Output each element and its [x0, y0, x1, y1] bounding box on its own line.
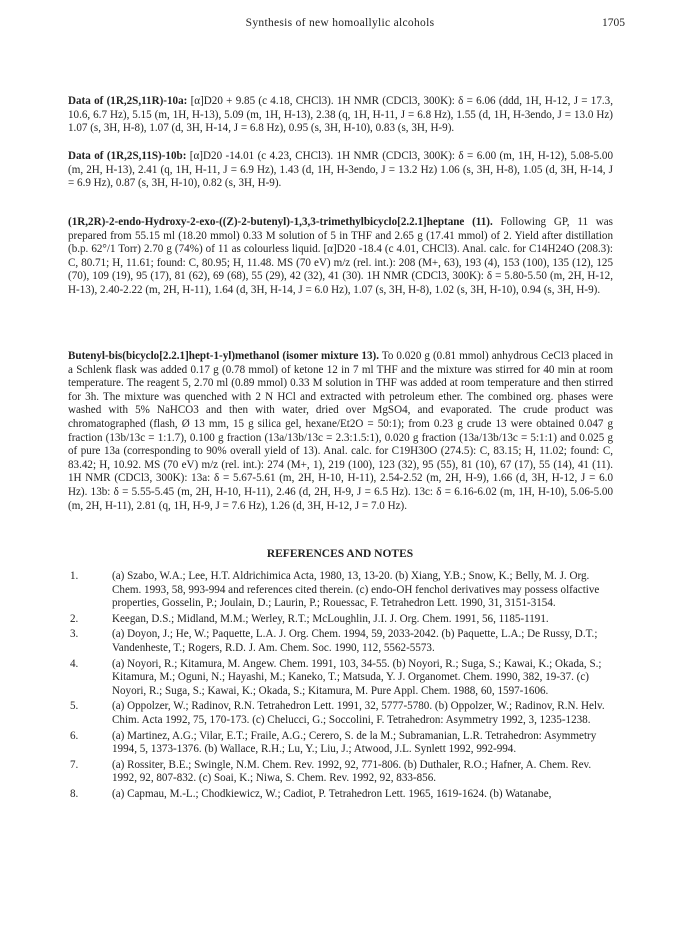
reference-item — [68, 759, 613, 786]
reference-number: 2. — [70, 612, 79, 625]
reference-text: (a) Oppolzer, W.; Radinov, R.N. Tetrahedron Lett. 1991, 32, 5777-5780. (b) Oppolzer, W.; Radinov, R.N. Helv. Chim. Acta 1992, 75, 170-173. (c) Chelucci, G.; Soccolini, F. Tetrahedron: Asymmetry 1992, 3, 1235-1238. — [112, 700, 605, 726]
reference-text: (a) Capmau, M.-L.; Chodkiewicz, W.; Cadiot, P. Tetrahedron Lett. 1965, 1619-1624. (b) Watanabe, — [112, 787, 552, 800]
data-10b-paragraph — [68, 150, 613, 191]
reference-number: 4. — [70, 657, 79, 670]
reference-item — [68, 613, 613, 627]
compound-11-text: Following GP, 11 was prepared from 55.15 ml (18.20 mmol) 0.33 M solution of 5 in THF and 2.65 g (17.41 mmol) of 2. Yield after distillation (b.p. 62°/1 Torr) 2.70 g (74%) of 11 as colourless liquid. [α]D20 -18.4 (c 4.01, CHCl3). Anal. calc. for C14H24O (208.3): C, 80.71; H, 11.61; found: C, 80.95; H, 11.48. MS (70 eV) m/z (rel. int.): 208 (M+, 63), 193 (4), 153 (100), 135 (12), 125 (70), 109 (19), 95 (17), 81 (62), 69 (68), 55 (29), 42 (32), 41 (30). 1H NMR (CDCl3, 300K): δ = 5.80-5.50 (m, 2H, H-12, H-13), 2.40-2.22 (m, 2H, H-11), 1.64 (d, 3H, H-14, J = 6.0 Hz), 1.07 (s, 3H, H-8), 1.02 (s, 3H, H-10), 0.94 (s, 3H, H-9). — [68, 216, 614, 296]
reference-number: 7. — [70, 758, 79, 771]
data-10a-label: Data of (1R,2S,11R)-10a: — [68, 95, 188, 107]
reference-item — [68, 730, 613, 757]
reference-item — [68, 570, 613, 611]
reference-number: 3. — [70, 628, 79, 641]
page-number: 1705 — [602, 17, 625, 29]
reference-item — [68, 658, 613, 699]
compound-13-text: To 0.020 g (0.81 mmol) anhydrous CeCl3 placed in a Schlenk flask was added 0.17 g (0.78 mmol) of ketone 12 in 7 ml THF and the mixture was stirred for 40 min at room temperature. The reagent 5, 2.70 ml (0.89 mmol) 0.33 M solution in THF was added at room temperature and then stirred for 3h. The mixture was quenched with 2 N HCl and extracted with petroleum ether. The combined org. phases were washed with 5% NaHCO3 and then with water, dried over MgSO4, and evaporated. The crude product was chromatographed (flash, Ø 13 mm, 15 g silica gel, hexane/Et2O = 50:1); from 0.23 g crude 13 were obtained 0.047 g fraction (13b/13c = 1:1.7), 0.100 g fraction (13a/13b/13c = 2.3:1.5:1), 0.020 g fraction (13a/13b/13c = 5:1:1) and 0.025 g of pure 13a (corresponding to 90% overall yield of 13). Anal. calc. for C19H30O (274.5): C, 83.15; H, 11.02; found: C, 83.42; H, 10.92. MS (70 eV) m/z (rel. int.): 274 (M+, 1), 219 (100), 123 (32), 95 (55), 81 (10), 67 (17), 55 (14), 41 (11). 1H NMR (CDCl3, 300K): 13a: δ = 5.67-5.61 (m, 2H, H-10, H-11), 2.54-2.52 (m, 2H, H-9), 1.66 (d, 3H, H-12, J = 6.0 Hz). 13b: δ = 5.55-5.45 (m, 2H, H-10, H-11), 2.46 (d, 2H, H-9, J = 6.5 Hz). 13c: δ = 6.16-6.02 (m, 1H, H-10), 5.06-5.00 (m, 2H, H-11), 2.81 (q, 1H, H-9, J = 7.6 Hz), 1.26 (d, 3H, H-12, J = 7.0 Hz). — [68, 350, 614, 512]
reference-number: 1. — [70, 570, 79, 582]
reference-text: Keegan, D.S.; Midland, M.M.; Werley, R.T.; McLoughlin, J.I. J. Org. Chem. 1991, 56, 1185-1191. — [112, 612, 549, 625]
reference-item — [68, 700, 613, 727]
running-head — [0, 17, 680, 31]
reference-text: (a) Noyori, R.; Kitamura, M. Angew. Chem. 1991, 103, 34-55. (b) Noyori, R.; Suga, S.; Kawai, K.; Okada, S.; Kitamura, M.; Oguni, N.; Hayashi, M.; Kaneko, T.; Matsuda, Y. J. Organomet. Chem. 1990, 382, 19-37. (c) Noyori, R.; Suga, S.; Kawai, K.; Okada, S.; Kitamura, M. Pure Appl. Chem. 1988, 60, 1597-1606. — [112, 657, 602, 697]
reference-number: 6. — [70, 729, 79, 742]
reference-text: (a) Doyon, J.; He, W.; Paquette, L.A. J. Org. Chem. 1994, 59, 2033-2042. (b) Paquette, L.A.; De Russy, D.T.; Vandenheste, T.; Rogers, R.D. J. Am. Chem. Soc. 1990, 112, 5562-5573. — [112, 628, 598, 654]
running-head-title: Synthesis of new homoallylic alcohols — [245, 17, 435, 29]
references-heading: REFERENCES AND NOTES — [266, 548, 414, 560]
reference-text: (a) Rossiter, B.E.; Swingle, N.M. Chem. Rev. 1992, 92, 771-806. (b) Duthaler, R.O.; Hafner, A. Chem. Rev. 1992, 92, 807-832. (c) Soai, K.; Niwa, S. Chem. Rev. 1992, 92, 833-856. — [112, 758, 592, 785]
data-10b-label: Data of (1R,2S,11S)-10b: — [68, 150, 187, 162]
reference-text: (a) Martinez, A.G.; Vilar, E.T.; Fraile, A.G.; Cerero, S. de la M.; Subramanian, L.R. Tetrahedron: Asymmetry 1994, 5, 1373-1376. (b) Wallace, R.H.; Lu, Y.; Liu, J.; Atwood, J.L. Synlett 1992, 992-994. — [112, 729, 597, 756]
compound-11-heading: (1R,2R)-2-endo-Hydroxy-2-exo-((Z)-2-butenyl)-1,3,3-trimethylbicyclo[2.2.1]heptane (11). — [68, 216, 493, 228]
reference-text: (a) Szabo, W.A.; Lee, H.T. Aldrichimica Acta, 1980, 13, 13-20. (b) Xiang, Y.B.; Snow, K.; Belly, M. J. Org. Chem. 1993, 58, 993-994 and references cited therein. (c) endo-OH fenchol derivatives may possess olfactive properties, Gosselin, P.; Joulain, D.; Laurin, P.; Rouessac, F. Tetrahedron Lett. 1990, 31, 3151-3154. — [112, 570, 600, 610]
reference-list — [68, 570, 613, 804]
compound-11-paragraph — [68, 216, 613, 298]
reference-number: 8. — [70, 787, 79, 800]
compound-13-heading: Butenyl-bis(bicyclo[2.2.1]hept-1-yl)methanol (isomer mixture 13). — [68, 350, 379, 362]
reference-number: 5. — [70, 700, 79, 713]
data-10b-text: [α]D20 -14.01 (c 4.23, CHCl3). 1H NMR (CDCl3, 300K): δ = 6.00 (m, 1H, H-12), 5.08-5.00 (m, 2H, H-13), 2.41 (q, 1H, H-11, J = 6.9 Hz), 1.43 (d, 1H, H-3endo, J = 13.2 Hz) 1.06 (s, 3H, H-8), 1.05 (d, 3H, H-14, J = 6.9 Hz), 0.87 (s, 3H, H-10), 0.82 (s, 3H, H-9). — [68, 150, 613, 190]
data-10a-paragraph — [68, 95, 613, 136]
reference-item — [68, 788, 613, 802]
compound-13-paragraph — [68, 350, 613, 513]
reference-item — [68, 628, 613, 655]
data-10a-text: [α]D20 + 9.85 (c 4.18, CHCl3). 1H NMR (CDCl3, 300K): δ = 6.06 (ddd, 1H, H-12, J = 17.3, 10.6, 6.7 Hz), 5.15 (m, 1H, H-13), 5.09 (m, 1H, H-13), 2.38 (q, 1H, H-11, J = 6.8 Hz), 1.55 (d, 1H, H-3endo, J = 13.0 Hz) 1.07 (s, 3H, H-8), 1.07 (d, 3H, H-14, J = 6.8 Hz), 0.95 (s, 3H, H-10), 0.83 (s, 3H, H-9). — [68, 95, 613, 135]
